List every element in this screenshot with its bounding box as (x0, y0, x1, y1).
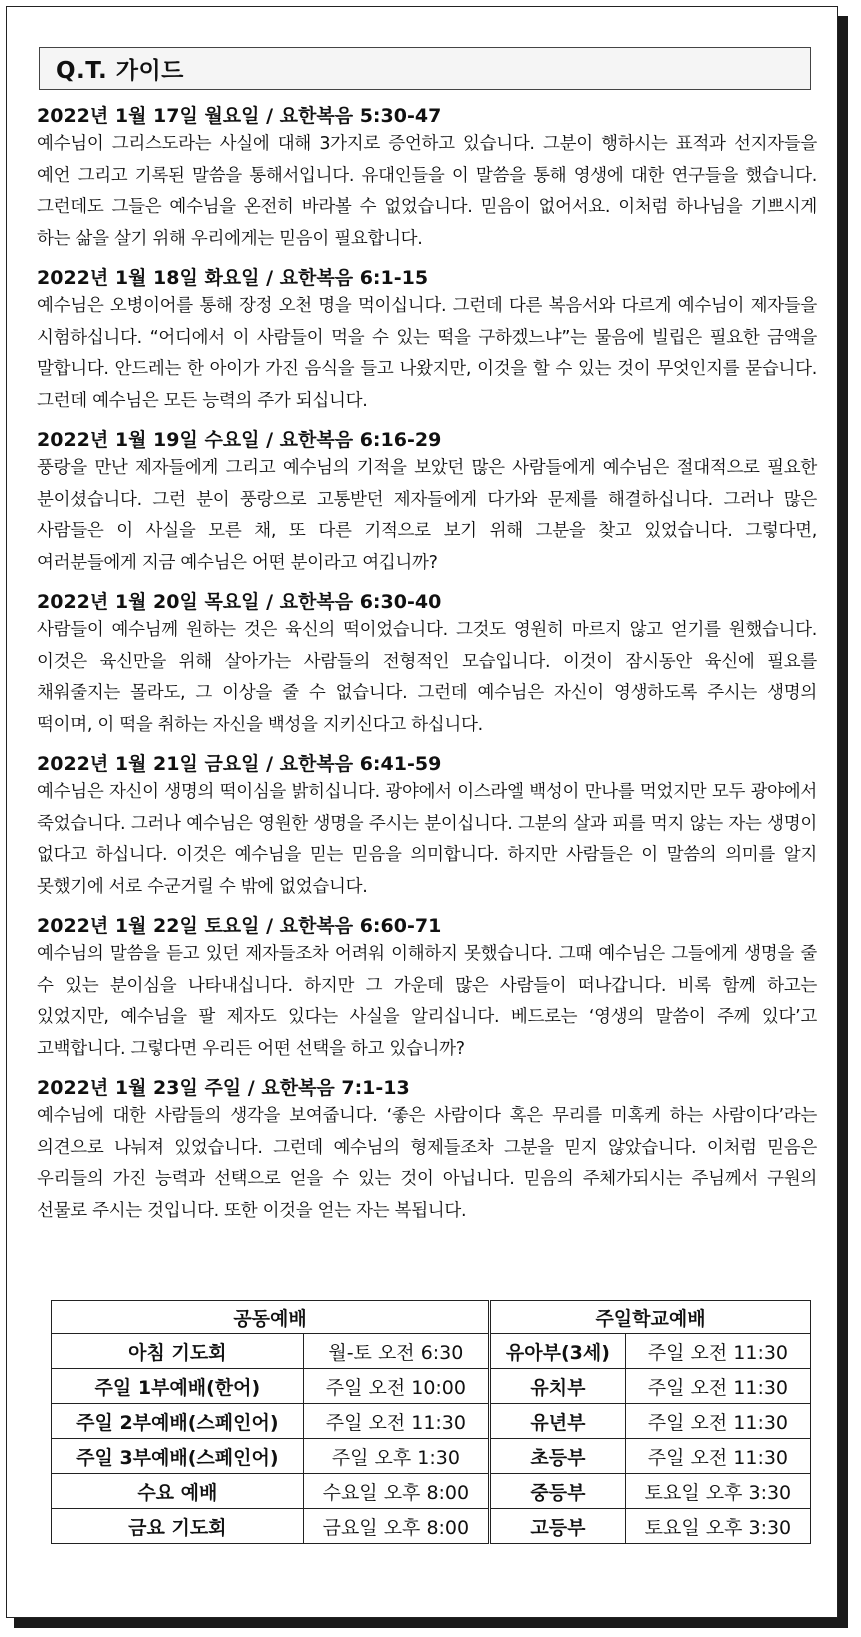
table-header-row (52, 1301, 811, 1334)
service-name: 주일 3부예배(스페인어) (52, 1439, 304, 1474)
section-title: Q.T. 가이드 (39, 47, 811, 90)
table-row (52, 1509, 811, 1544)
table-row (52, 1334, 811, 1369)
header-common-worship: 공동예배 (52, 1301, 490, 1334)
entry-heading: 2022년 1월 20일 목요일 / 요한복음 6:30-40 (37, 591, 442, 613)
service-time: 수요일 오후 8:00 (303, 1474, 489, 1509)
qt-entries (37, 103, 817, 1237)
entry-body: 예수님이 그리스도라는 사실에 대해 3가지로 증언하고 있습니다. 그분이 행하시는 표적과 선지자들을 예언 그리고 기록된 말씀을 통해서입니다. 유대인들을 이 말씀을 통해 영생에 대한 연구들을 했습니다. 그런데도 그들은 예수님을 온전히 바라볼 수 없었습니다. 믿음이 없어서요. 이처럼 하나님을 기쁘시게 하는 삶을 살기 위해 우리에게는 믿음이 필요합니다. (37, 134, 817, 249)
qt-entry (37, 427, 817, 589)
service-time: 주일 오후 1:30 (303, 1439, 489, 1474)
service-time: 금요일 오후 8:00 (303, 1509, 489, 1544)
entry-heading: 2022년 1월 22일 토요일 / 요한복음 6:60-71 (37, 915, 442, 937)
entry-heading: 2022년 1월 19일 수요일 / 요한복음 6:16-29 (37, 429, 442, 451)
entry-body: 예수님의 말씀을 듣고 있던 제자들조차 어려워 이해하지 못했습니다. 그때 예수님은 그들에게 생명을 줄 수 있는 분이심을 나타내십니다. 하지만 그 가운데 많은 사람들이 떠나갑니다. 비록 함께 하고는 있었지만, 예수님을 팔 제자도 있다는 사실을 알리십니다. 베드로는 ‘영생의 말씀이 주께 있다’고 고백합니다. 그렇다면 우리든 어떤 선택을 하고 있습니까? (37, 944, 817, 1059)
service-name: 주일 1부예배(한어) (52, 1369, 304, 1404)
department-time: 주일 오전 11:30 (625, 1439, 810, 1474)
department-name: 유년부 (490, 1404, 626, 1439)
department-name: 유아부(3세) (490, 1334, 626, 1369)
service-name: 수요 예배 (52, 1474, 304, 1509)
entry-body: 예수님에 대한 사람들의 생각을 보여줍니다. ‘좋은 사람이다 혹은 무리를 미혹케 하는 사람이다’라는 의견으로 나눠져 있었습니다. 그런데 예수님의 형제들조차 그분을 믿지 않았습니다. 이처럼 믿음은 우리들의 가진 능력과 선택으로 얻을 수 있는 것이 아닙니다. 믿음의 주체가되시는 주님께서 구원의 선물로 주시는 것입니다. 또한 이것을 얻는 자는 복됩니다. (37, 1106, 817, 1221)
worship-schedule-table (51, 1300, 811, 1544)
service-name: 주일 2부예배(스페인어) (52, 1404, 304, 1439)
entry-body: 풍랑을 만난 제자들에게 그리고 예수님의 기적을 보았던 많은 사람들에게 예수님은 절대적으로 필요한 분이셨습니다. 그런 분이 풍랑으로 고통받던 제자들에게 다가와 문제를 해결하십니다. 그러나 많은 사람들은 이 사실을 모른 채, 또 다른 기적으로 보기 위해 그분을 찾고 있었습니다. 그렇다면, 여러분들에게 지금 예수님은 어떤 분이라고 여깁니까? (37, 458, 817, 573)
service-name: 금요 기도회 (52, 1509, 304, 1544)
entry-body: 예수님은 자신이 생명의 떡이심을 밝히십니다. 광야에서 이스라엘 백성이 만나를 먹었지만 모두 광야에서 죽었습니다. 그러나 예수님은 영원한 생명을 주시는 분이십니다. 그분의 살과 피를 먹지 않는 자는 생명이 없다고 하십니다. 이것은 예수님을 믿는 믿음을 의미합니다. 하지만 사람들은 이 말씀의 의미를 알지 못했기에 서로 수군거릴 수 밖에 없었습니다. (37, 782, 817, 897)
bulletin-page (6, 6, 838, 1618)
entry-heading: 2022년 1월 21일 금요일 / 요한복음 6:41-59 (37, 753, 442, 775)
qt-entry (37, 589, 817, 751)
department-name: 유치부 (490, 1369, 626, 1404)
department-name: 고등부 (490, 1509, 626, 1544)
table-row (52, 1369, 811, 1404)
qt-entry (37, 751, 817, 913)
entry-body: 예수님은 오병이어를 통해 장정 오천 명을 먹이십니다. 그런데 다른 복음서와 다르게 예수님이 제자들을 시험하십니다. “어디에서 이 사람들이 먹을 수 있는 떡을 구하겠느냐”는 물음에 빌립은 필요한 금액을 말합니다. 안드레는 한 아이가 가진 음식을 들고 나왔지만, 이것을 할 수 있는 것이 무엇인지를 묻습니다. 그런데 예수님은 모든 능력의 주가 되십니다. (37, 296, 817, 411)
qt-entry (37, 265, 817, 427)
qt-entry (37, 1075, 817, 1237)
qt-entry (37, 103, 817, 265)
department-time: 토요일 오후 3:30 (625, 1474, 810, 1509)
entry-body: 사람들이 예수님께 원하는 것은 육신의 떡이었습니다. 그것도 영원히 마르지 않고 얻기를 원했습니다. 이것은 육신만을 위해 살아가는 사람들의 전형적인 모습입니다. 이것이 잠시동안 육신에 필요를 채워줄지는 몰라도, 그 이상을 줄 수 없습니다. 그런데 예수님은 자신이 영생하도록 주시는 생명의 떡이며, 이 떡을 취하는 자신을 백성을 지키신다고 하십니다. (37, 620, 817, 735)
department-name: 중등부 (490, 1474, 626, 1509)
table-row (52, 1404, 811, 1439)
department-time: 토요일 오후 3:30 (625, 1509, 810, 1544)
service-time: 월-토 오전 6:30 (303, 1334, 489, 1369)
entry-heading: 2022년 1월 18일 화요일 / 요한복음 6:1-15 (37, 267, 429, 289)
service-time: 주일 오전 10:00 (303, 1369, 489, 1404)
header-sunday-school: 주일학교예배 (490, 1301, 811, 1334)
table-row (52, 1439, 811, 1474)
department-time: 주일 오전 11:30 (625, 1369, 810, 1404)
entry-heading: 2022년 1월 23일 주일 / 요한복음 7:1-13 (37, 1077, 410, 1099)
department-time: 주일 오전 11:30 (625, 1404, 810, 1439)
department-time: 주일 오전 11:30 (625, 1334, 810, 1369)
department-name: 초등부 (490, 1439, 626, 1474)
service-name: 아침 기도회 (52, 1334, 304, 1369)
qt-entry (37, 913, 817, 1075)
service-time: 주일 오전 11:30 (303, 1404, 489, 1439)
table-row (52, 1474, 811, 1509)
entry-heading: 2022년 1월 17일 월요일 / 요한복음 5:30-47 (37, 105, 442, 127)
